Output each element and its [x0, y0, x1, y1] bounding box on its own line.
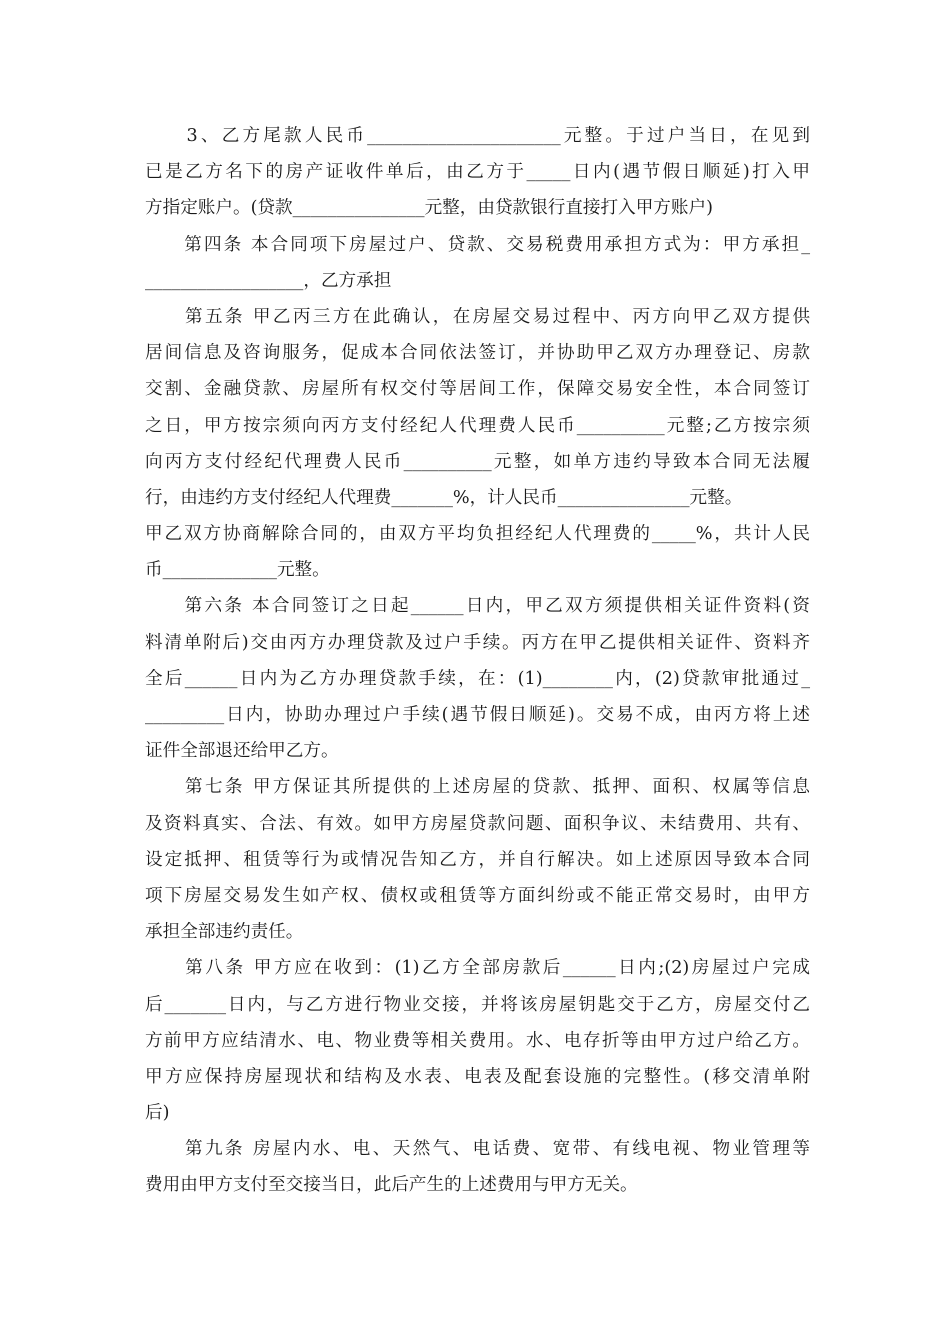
text-line: 证件全部退还给甲乙方。 — [145, 741, 339, 762]
text-line: 后) — [145, 1103, 170, 1124]
text-line: 第九条 房屋内水、电、天然气、电话费、宽带、有线电视、物业管理等 — [145, 1139, 810, 1160]
text-line: 居间信息及咨询服务，促成本合同依法签订，并协助甲乙双方办理登记、房款 — [145, 343, 810, 364]
text-line: 方前甲方应结清水、电、物业费等相关费用。水、电存折等由甲方过户给乙方。 — [145, 1030, 810, 1051]
text-line: 第七条 甲方保证其所提供的上述房屋的贷款、抵押、面积、权属等信息 — [145, 777, 810, 798]
text-line: 第五条 甲乙丙三方在此确认，在房屋交易过程中、丙方向甲乙双方提供 — [145, 306, 810, 327]
text-line: 方指定账户。(贷款_______________元整，由贷款银行直接打入甲方账户) — [145, 198, 713, 219]
contract-text — [145, 118, 810, 1204]
text-line: 第八条 甲方应在收到：(1)乙方全部房款后______日内;(2)房屋过户完成 — [145, 958, 810, 979]
text-line: 行，由违约方支付经纪人代理费_______%，计人民币_______________元整。 — [145, 487, 743, 508]
text-line: 向丙方支付经纪代理费人民币__________元整，如单方违约导致本合同无法履 — [145, 451, 810, 472]
text-line: 币_____________元整。 — [145, 560, 330, 581]
text-line: 料清单附后)交由丙方办理贷款及过户手续。丙方在甲乙提供相关证件、资料齐 — [145, 632, 810, 653]
text-line: _________日内，协助办理过户手续(遇节假日顺延)。交易不成，由丙方将上述 — [145, 705, 810, 725]
text-line: 已是乙方名下的房产证收件单后，由乙方于_____日内(遇节假日顺延)打入甲 — [145, 162, 810, 183]
text-line: 交割、金融贷款、房屋所有权交付等居间工作，保障交易安全性，本合同签订 — [145, 379, 810, 400]
text-line: 甲方应保持房屋现状和结构及水表、电表及配套设施的完整性。(移交清单附 — [145, 1066, 810, 1087]
text-line: 第四条 本合同项下房屋过户、贷款、交易税费用承担方式为：甲方承担_ — [145, 234, 810, 255]
text-line: 项下房屋交易发生如产权、债权或租赁等方面纠纷或不能正常交易时，由甲方 — [145, 885, 810, 906]
text-line: 3、乙方尾款人民币______________________元整。于过户当日，在见到 — [145, 126, 810, 146]
text-line: 设定抵押、租赁等行为或情况告知乙方，并自行解决。如上述原因导致本合同 — [145, 849, 810, 870]
text-line: 全后______日内为乙方办理贷款手续，在：(1)________内，(2)贷款审批通过_ — [145, 668, 810, 689]
text-line: 甲乙双方协商解除合同的，由双方平均负担经纪人代理费的_____%，共计人民 — [145, 524, 810, 545]
text-line: 后_______日内，与乙方进行物业交接，并将该房屋钥匙交于乙方，房屋交付乙 — [145, 994, 810, 1015]
text-line: 及资料真实、合法、有效。如甲方房屋贷款问题、面积争议、未结费用、共有、 — [145, 813, 810, 834]
text-line: 费用由甲方支付至交接当日，此后产生的上述费用与甲方无关。 — [145, 1175, 638, 1196]
text-line: __________________，乙方承担 — [145, 270, 392, 291]
text-line: 之日，甲方按宗须向丙方支付经纪人代理费人民币__________元整;乙方按宗须 — [145, 415, 810, 436]
text-line: 第六条 本合同签订之日起______日内，甲乙双方须提供相关证件资料(资 — [145, 596, 810, 617]
text-line: 承担全部违约责任。 — [145, 922, 304, 943]
